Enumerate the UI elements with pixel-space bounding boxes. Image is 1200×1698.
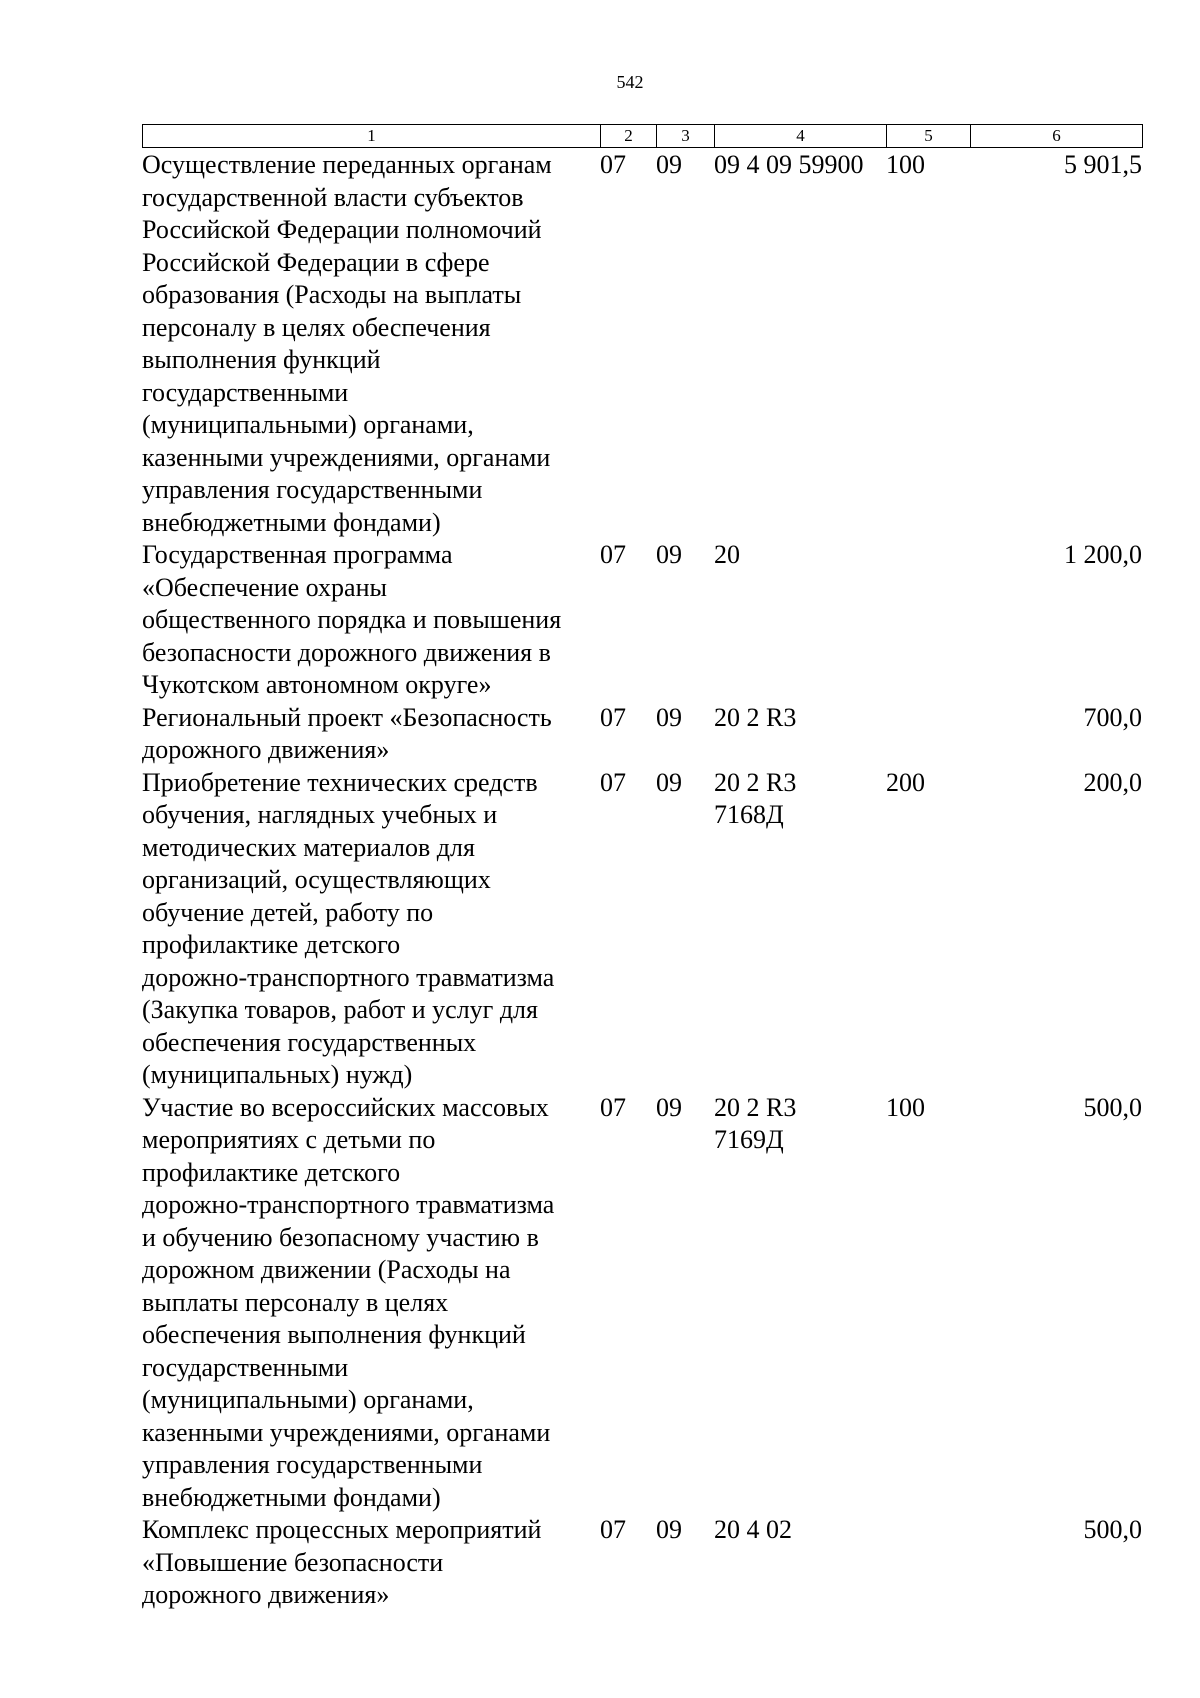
row-section-code: 07 [600, 767, 626, 797]
table-row [142, 767, 1142, 1092]
table-row [142, 539, 1142, 702]
row-amount: 5 901,5 [1064, 150, 1142, 179]
table-row [142, 702, 1142, 767]
header-cell-5: 5 [887, 125, 971, 148]
row-name: Государственная программа «Обеспечение охраны общественного порядка и повышения безопасности дорожного движения в Чукотском автономном округе» [142, 540, 562, 699]
row-amount: 500,0 [1083, 1515, 1142, 1544]
row-amount: 700,0 [1083, 702, 1142, 732]
row-name: Комплекс процессных мероприятий «Повышение безопасности дорожного движения» [142, 1515, 542, 1609]
page-number: 542 [616, 72, 644, 92]
row-subsection-code: 09 [656, 540, 682, 569]
row-amount: 500,0 [1083, 1092, 1142, 1122]
row-target-article-code: 20 4 02 [714, 1515, 792, 1544]
row-expense-type-code [886, 1514, 970, 1612]
header-row [143, 125, 1143, 148]
row-subsection-code: 09 [656, 1515, 682, 1544]
row-expense-type-code [886, 702, 970, 767]
row-name: Осуществление переданных органам государственной власти субъектов Российской Федерации полномочий Российской Федерации в сфере образования (Расходы на выплаты персоналу в целях обеспечения выполнения функций государственными (муниципальными) органами, казенными учреждениями, органами управления государственными внебюджетными фондами) [142, 150, 552, 537]
table-row [142, 149, 1142, 539]
row-target-article-code: 20 2 R3 [714, 702, 797, 732]
budget-table-body [142, 149, 1142, 1612]
row-target-article-code: 20 2 R3 7169Д [714, 1092, 797, 1154]
row-section-code: 07 [600, 1515, 626, 1544]
header-cell-4: 4 [715, 125, 887, 148]
row-section-code: 07 [600, 702, 626, 732]
column-number-header [142, 124, 1143, 148]
row-name: Приобретение технических средств обучения, наглядных учебных и методических материалов для организаций, осуществляющих обучение детей, работу по профилактике детского дорожно-транспортного травматизма (Закупка товаров, работ и услуг для обеспечения государственных (муниципальных) нужд) [142, 767, 555, 1089]
table-row [142, 1092, 1142, 1515]
row-section-code: 07 [600, 540, 626, 569]
row-expense-type-code: 100 [886, 150, 925, 179]
row-expense-type-code: 100 [886, 1092, 925, 1122]
header-cell-6: 6 [971, 125, 1143, 148]
header-cell-2: 2 [601, 125, 657, 148]
table-row [142, 1514, 1142, 1612]
row-subsection-code: 09 [656, 150, 682, 179]
row-target-article-code: 20 2 R3 7168Д [714, 767, 797, 829]
row-amount: 1 200,0 [1064, 540, 1142, 569]
row-target-article-code: 09 4 09 59900 [714, 150, 864, 179]
row-amount: 200,0 [1083, 767, 1142, 797]
row-expense-type-code: 200 [886, 767, 925, 797]
header-cell-1: 1 [143, 125, 601, 148]
row-name: Региональный проект «Безопасность дорожного движения» [142, 702, 552, 764]
budget-table [142, 149, 1142, 1612]
row-subsection-code: 09 [656, 1092, 682, 1122]
row-section-code: 07 [600, 150, 626, 179]
row-section-code: 07 [600, 1092, 626, 1122]
header-cell-3: 3 [657, 125, 715, 148]
row-target-article-code: 20 [714, 540, 740, 569]
row-name: Участие во всероссийских массовых мероприятиях с детьми по профилактике детского дорожно-транспортного травматизма и обучению безопасному участию в дорожном движении (Расходы на выплаты персоналу в целях обеспечения выполнения функций государственными (муниципальными) органами, казенными учреждениями, органами управления государственными внебюджетными фондами) [142, 1092, 555, 1512]
row-subsection-code: 09 [656, 767, 682, 797]
row-expense-type-code [886, 539, 970, 702]
row-subsection-code: 09 [656, 702, 682, 732]
